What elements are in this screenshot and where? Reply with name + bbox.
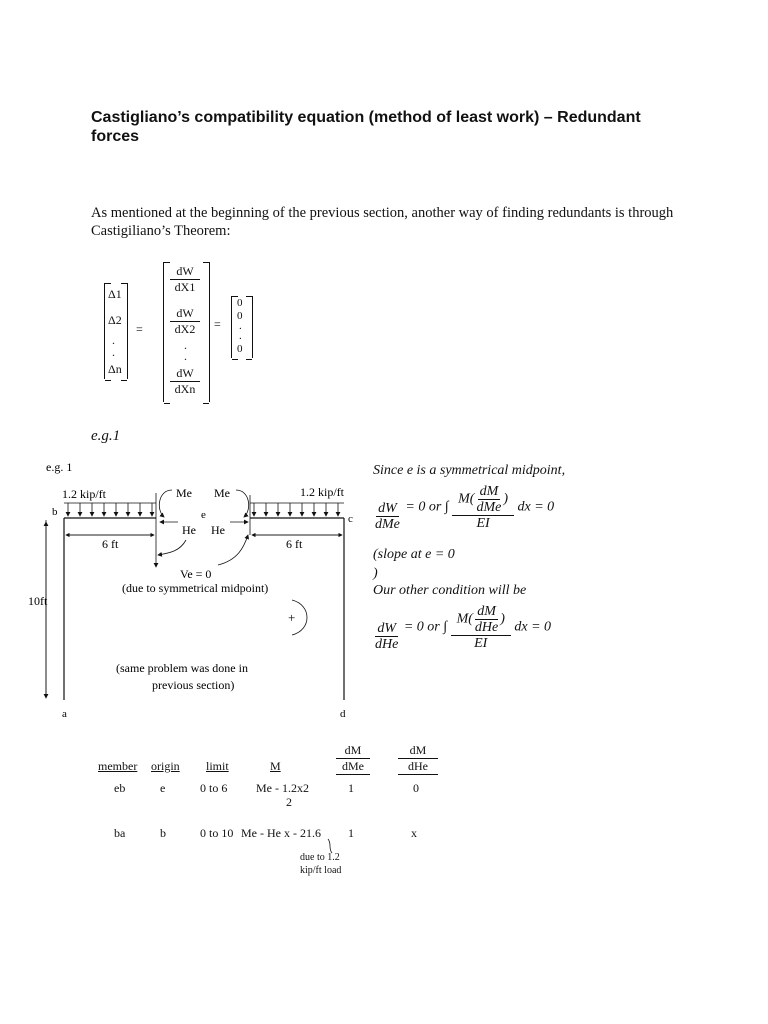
delta-dot: . [112,333,115,347]
row1-origin: e [160,781,166,795]
zero: 0 [237,343,243,355]
load-left-label: 1.2 kip/ft [62,487,106,501]
slope-note: (slope at e = 0 [373,547,455,562]
delta-1: Δ1 [108,287,122,301]
he-left-label: He [182,523,196,537]
plus-sign: + [288,610,296,625]
grad-dot: . [184,349,187,363]
me-right-label: Me [214,486,230,500]
load-note-line2: kip/ft load [300,865,342,876]
span-left-label: 6 ft [102,537,119,551]
span-right-label: 6 ft [286,537,303,551]
row2-member: ba [114,826,126,840]
note-line-1: (same problem was done in [116,661,248,675]
equals-sign: = [136,322,143,336]
figure-label: e.g. 1 [46,460,73,474]
point-b-label: b [52,506,58,518]
ve-pointer-right [218,535,248,565]
load-right-label: 1.2 kip/ft [300,485,344,499]
other-condition: Our other condition will be [373,583,527,598]
frame-diagram [0,455,370,725]
row1-dm-dhe: 0 [413,781,419,795]
load-left-arrows [68,503,152,516]
row1-member: eb [114,781,126,795]
row2-origin: b [160,826,166,840]
row1-m: Me - 1.2x2 [256,781,309,795]
row1-dm-dme: 1 [348,781,354,795]
point-a-label: a [62,708,67,720]
zero: 0 [237,310,243,322]
moment-left-arrow [159,490,172,517]
point-d-label: d [340,708,346,720]
slope-note-close: ) [373,566,378,581]
row2-dm-dhe: x [411,826,417,840]
dw-dx2: dW dX2 [170,306,200,337]
zero: 0 [237,297,243,309]
header-dm-dhe: dM dHe [398,743,438,775]
page-title: Castigliano’s compatibility equation (method of least work) – Redundant forces [91,109,641,145]
ve-note: (due to symmetrical midpoint) [122,581,269,595]
ve-pointer-left [158,540,186,555]
zero-dot: . [239,320,242,332]
zero-dot: . [239,330,242,342]
header-origin: origin [151,759,180,773]
dw-dx1: dW dX1 [170,264,200,295]
header-m: M [270,759,281,773]
moment-right-arrow [236,490,249,517]
delta-dot: . [112,345,115,359]
me-left-label: Me [176,486,192,500]
row2-m: Me - He x - 21.6 [241,826,321,840]
ve-label: Ve = 0 [180,567,212,581]
point-e-label: e [201,509,206,521]
note-line-2: previous section) [152,678,235,692]
row2-dm-dme: 1 [348,826,354,840]
example-label: e.g.1 [91,428,121,444]
point-c-label: c [348,513,353,525]
row2-limit: 0 to 10 [200,826,234,840]
header-member: member [98,759,138,773]
load-right-arrows [254,503,338,516]
dw-dxn: dW dXn [170,366,200,397]
delta-n: Δn [108,362,122,376]
grad-dot: . [184,338,187,352]
equation-2: $\frac{dW}{\text{dHe}}$ = 0 or ∫ M( $\frac{dM}{\text{dHe}}$ ) EI dx = 0 [375,604,552,652]
header-dm-dme: dM dMe [336,743,370,775]
height-label: 10ft [28,594,48,608]
symmetry-statement: Since e is a symmetrical midpoint, [373,463,566,478]
delta-2: Δ2 [108,313,122,327]
load-note-line1: due to 1.2 [300,852,340,863]
row1-limit: 0 to 6 [200,781,228,795]
equals-sign: = [214,317,221,331]
header-limit: limit [206,759,229,773]
row1-m-denominator: 2 [286,795,292,809]
equation-1: $\frac{dW}{\text{dMe}}$ = 0 or ∫ M( $\frac{dM}{\text{dMe}}$ ) EI dx = 0 [375,484,555,532]
he-right-label: He [211,523,225,537]
intro-paragraph: As mentioned at the beginning of the previous section, another way of finding redundants is through Castigiliano’s Theorem: [91,205,674,239]
